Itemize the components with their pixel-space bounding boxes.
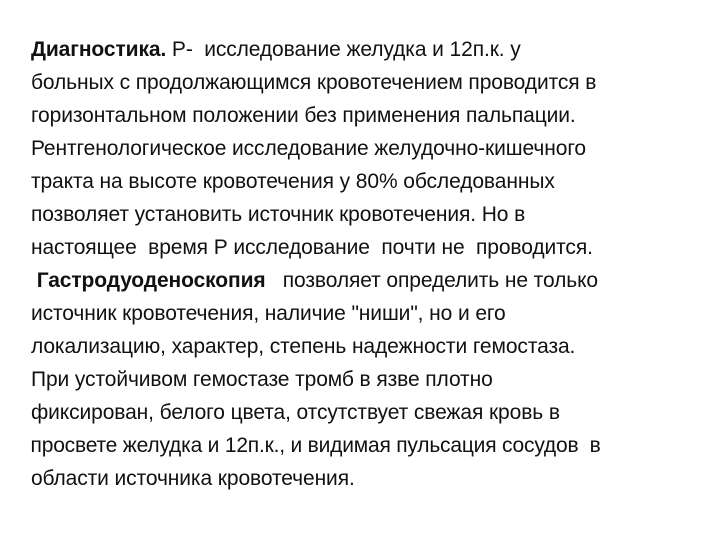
text-line (8, 435, 355, 522)
text-segment: Рентгенологическое исследование желудочно-кишечного (30, 137, 587, 160)
text-segment: При устойчивом гемостазе тромб в язве плотно (30, 368, 493, 391)
text-segment: фиксирован, белого цвета, отсутствует свежая кровь в (30, 401, 560, 424)
text-segment: позволяет определить не только (265, 269, 598, 292)
text-segment: просвете желудка и 12п.к., и видимая пульсация сосудов в (30, 434, 601, 457)
heading-gastroduodenoscopy: Гастродуоденоскопия (30, 269, 266, 292)
text-segment: источник кровотечения, наличие "ниши", но и его (30, 302, 506, 325)
text-segment: Р- исследование желудка и 12п.к. у (166, 38, 521, 61)
text-segment: тракта на высоте кровотечения у 80% обследованных (30, 170, 555, 193)
text-segment: позволяет установить источник кровотечения. Но в (30, 203, 526, 226)
text-segment: области источника кровотечения. (30, 467, 355, 490)
slide-text-block (8, 6, 714, 534)
text-segment: локализацию, характер, степень надежности гемостаза. (30, 335, 576, 358)
heading-diagnostics: Диагностика. (30, 38, 167, 61)
text-segment: настоящее время Р исследование почти не проводится. (30, 236, 593, 259)
text-segment: больных с продолжающимся кровотечением проводится в (30, 71, 597, 94)
text-segment: горизонтальном положении без применения пальпации. (30, 104, 576, 127)
